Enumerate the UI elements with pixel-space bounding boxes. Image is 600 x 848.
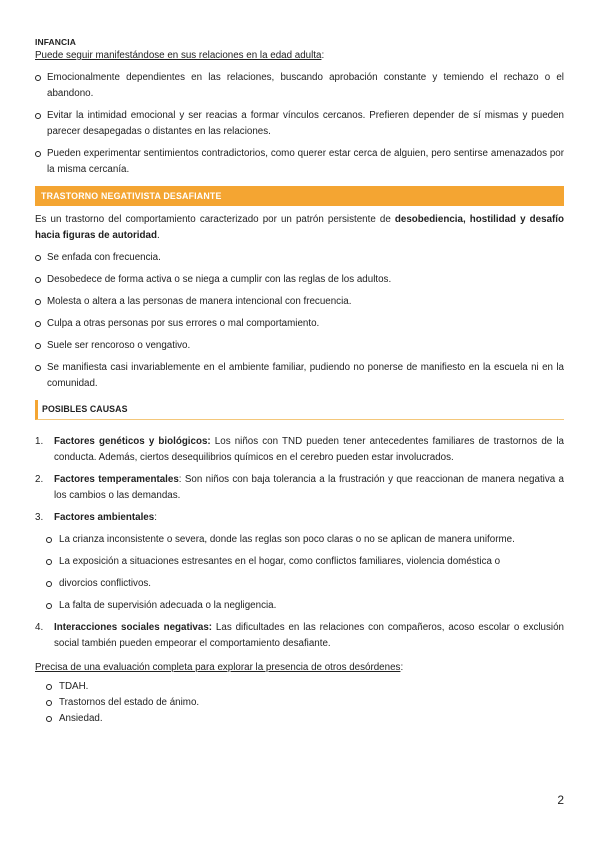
ambiental-bullet: La crianza inconsistente o severa, donde las reglas son poco claras o no se aplican de manera uniforme. [35, 532, 564, 548]
evaluacion-bullet: TDAH. [35, 679, 564, 695]
tnd-bullet: Se manifiesta casi invariablemente en el ambiente familiar, pudiendo no ponerse de manifiesto en la escuela ni en la comunidad. [35, 360, 564, 392]
infancia-bullet: Evitar la intimidad emocional y ser reacias a formar vínculos cercanos. Prefieren depender de sí mismas y pueden parecer desapegadas o distantes en las relaciones. [35, 108, 564, 140]
page-number: 2 [557, 793, 564, 807]
infancia-bullet: Pueden experimentar sentimientos contradictorios, como querer estar cerca de alguien, pero sentirse amenazados por la misma cercanía. [35, 146, 564, 178]
causa-item: 4. Interacciones sociales negativas: Las dificultades en las relaciones con compañeros, acoso escolar o exclusión social también pueden empeorar el comportamiento desafiante. [35, 622, 564, 649]
evaluacion-bullet: Trastornos del estado de ánimo. [35, 695, 564, 711]
tnd-definition: Es un trastorno del comportamiento caracterizado por un patrón persistente de desobediencia, hostilidad y desafío hacia figuras de autoridad. [35, 214, 564, 241]
causa-item: 3. Factores ambientales: [35, 512, 157, 523]
infancia-heading: INFANCIA [35, 37, 76, 47]
ambiental-bullet: La falta de supervisión adecuada o la negligencia. [35, 598, 564, 614]
evaluacion-bullet: Ansiedad. [35, 711, 564, 727]
infancia-bullet: Emocionalmente dependientes en las relaciones, buscando aprobación constante y temiendo el rechazo o el abandono. [35, 70, 564, 102]
tnd-bullet: Suele ser rencoroso o vengativo. [35, 338, 564, 354]
tnd-bullet: Molesta o altera a las personas de manera intencional con frecuencia. [35, 294, 564, 310]
tnd-banner: TRASTORNO NEGATIVISTA DESAFIANTE [35, 186, 564, 206]
causas-heading: POSIBLES CAUSAS [35, 400, 564, 420]
tnd-bullet: Desobedece de forma activa o se niega a cumplir con las reglas de los adultos. [35, 272, 564, 288]
tnd-bullet: Culpa a otras personas por sus errores o mal comportamiento. [35, 316, 564, 332]
ambiental-bullet: La exposición a situaciones estresantes en el hogar, como conflictos familiares, violencia doméstica o [35, 554, 564, 570]
causa-item: 2. Factores temperamentales: Son niños con baja tolerancia a la frustración y que reaccionan de manera negativa a los cambios o las demandas. [35, 474, 564, 501]
causa-item: 1. Factores genéticos y biológicos: Los niños con TND pueden tener antecedentes familiares de trastornos de la conducta. Además, ciertos desequilibrios químicos en el cerebro pueden estar involucrados. [35, 436, 564, 463]
tnd-bullet: Se enfada con frecuencia. [35, 250, 564, 266]
ambiental-bullet: divorcios conflictivos. [35, 576, 564, 592]
infancia-intro: Puede seguir manifestándose en sus relaciones en la edad adulta: [35, 50, 325, 61]
evaluacion-intro: Precisa de una evaluación completa para explorar la presencia de otros desórdenes: [35, 662, 404, 673]
document-page [35, 36, 564, 727]
